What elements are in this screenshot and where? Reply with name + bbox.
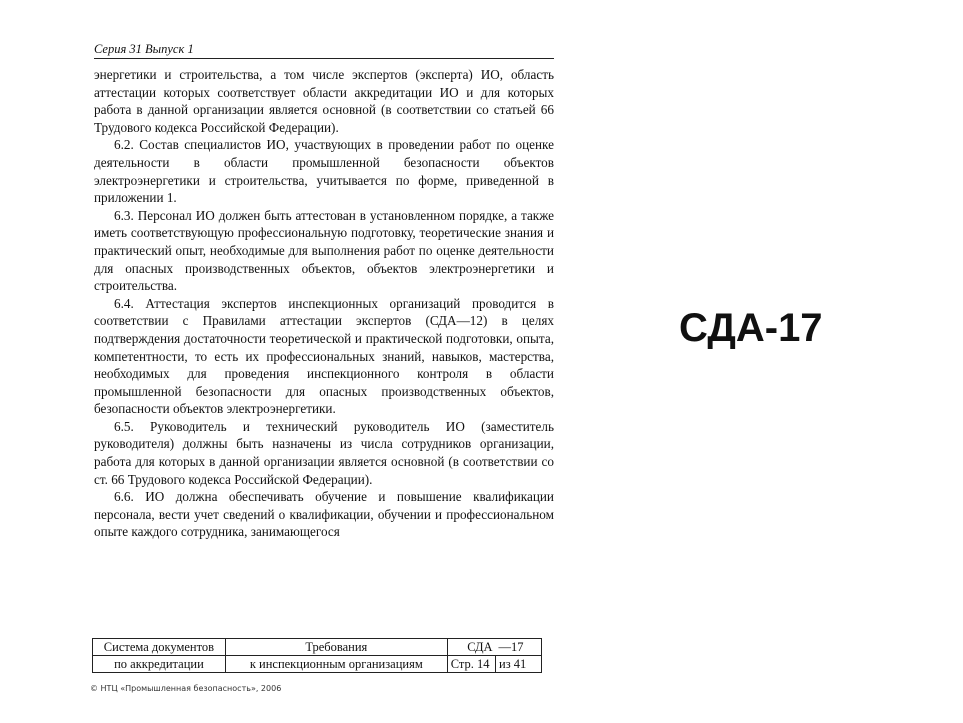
document-page <box>86 36 556 706</box>
footer-code-suffix: —17 <box>496 639 542 656</box>
body-text <box>94 66 554 541</box>
document-code-label: СДА-17 <box>679 306 823 350</box>
footer-system-line2: по аккредитации <box>93 656 226 673</box>
paragraph-6-2: 6.2. Состав специалистов ИО, участвующих в проведении работ по оценке деятельности в области промышленной безопасности объектов электроэнергетики и строительства, учитывается по форме, приведенной в приложении 1. <box>94 137 554 206</box>
footer-requirements-line2: к инспекционным организациям <box>225 656 447 673</box>
footer-table <box>92 638 542 673</box>
paragraph-1: энергетики и строительства, а том числе экспертов (эксперта) ИО, область аттестации которых соответствует области аккредитации ИО и для которых работа в данной организации является основной (в соответствии со статьей 66 Трудового кодекса Российской Федерации). <box>94 67 554 135</box>
header-rule <box>94 58 554 59</box>
footer-code-prefix: СДА <box>447 639 495 656</box>
paragraph-6-4: 6.4. Аттестация экспертов инспекционных организаций проводится в соответствии с Правилами аттестации экспертов (СДА—12) в целях подтверждения достаточности теоретической и практической подготовки, опыта, компетентности, то есть их профессиональных знаний, навыков, мастерства, необходимых для проведения инспекционного контроля в области промышленной безопасности для опасных производственных объектов, безопасности объектов электроэнергетики. <box>94 295 554 417</box>
copyright-line: © НТЦ «Промышленная безопасность», 2006 <box>90 684 282 693</box>
series-header: Серия 31 Выпуск 1 <box>94 42 194 56</box>
footer-requirements-line1: Требования <box>225 639 447 656</box>
paragraph-6-6: 6.6. ИО должна обеспечивать обучение и повышение квалификации персонала, вести учет сведений о квалификации, обучении и профессиональном опыте каждого сотрудника, занимающегося <box>94 489 554 540</box>
footer-system-line1: Система документов <box>93 639 226 656</box>
paragraph-6-5: 6.5. Руководитель и технический руководитель ИО (заместитель руководителя) должны быть назначены из числа сотрудников организации, работа для которых в данной организации является основной (в соответствии со ст. 66 Трудового кодекса Российской Федерации). <box>94 418 554 487</box>
footer-page-number: Стр. 14 <box>447 656 495 673</box>
footer-page-total: из 41 <box>496 656 542 673</box>
paragraph-6-3: 6.3. Персонал ИО должен быть аттестован в установленном порядке, а также иметь соответствующую профессиональную подготовку, теоретические знания и практический опыт, необходимые для выполнения работ по оценке деятельности для опасных производственных объектов, объектов электроэнергетики и строительства. <box>94 207 554 294</box>
